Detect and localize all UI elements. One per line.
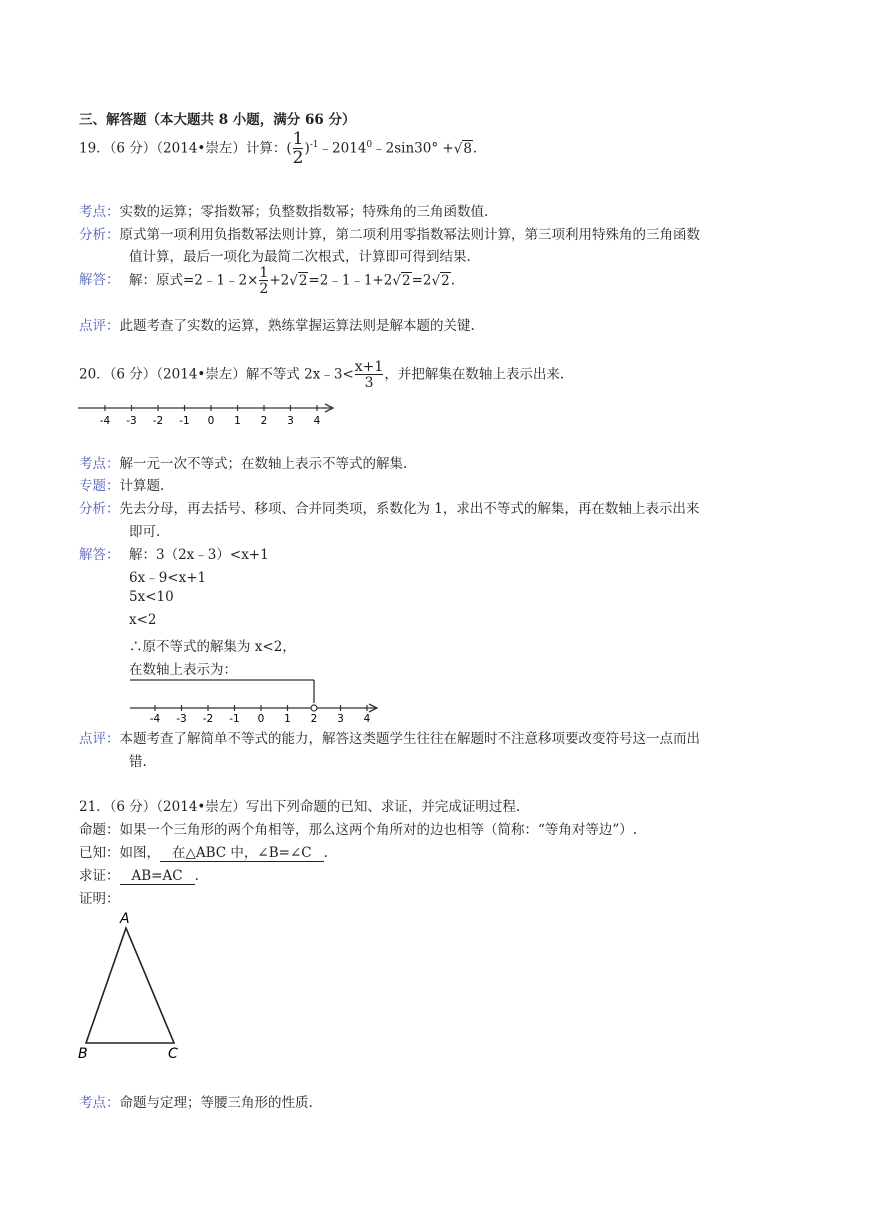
q20-fraction: $\frac{x+1}{3}$: [354, 359, 384, 391]
open-circle-icon: [311, 705, 317, 711]
q19-fraction: $\frac{1}{2}$: [292, 129, 304, 168]
triangle-abc: [86, 928, 174, 1043]
vertex-b-label: B: [78, 1046, 88, 1062]
solution-tick-label: -4: [149, 713, 161, 725]
number-line-tick-label: -1: [179, 415, 190, 427]
q19-exponent-neg1: -1: [309, 140, 319, 150]
solution-tick-label: -3: [176, 713, 187, 725]
label-kaodian: 考点：: [79, 456, 120, 472]
number-line-tick-label: 1: [234, 415, 241, 427]
q19-jieda-fraction: $\frac{1}{2}$: [259, 265, 269, 297]
solution-tick-label: 2: [310, 713, 318, 725]
q20-step-5: ∴原不等式的解集为 x<2，: [129, 639, 296, 655]
sqrt-icon: √2: [431, 272, 450, 289]
label-zhuanti: 专题：: [79, 478, 120, 494]
label-fenxi: 分析：: [79, 501, 120, 517]
q20-fenxi-line2: 即可.: [129, 524, 161, 540]
solution-tick-label: 4: [363, 713, 371, 725]
q21-yizhi-answer: 在△ABC 中，∠B=∠C: [160, 841, 324, 862]
q21-qiuzheng-answer: AB=AC: [120, 868, 195, 885]
q19-fenxi-line2: 值计算，最后一项化为最简二次根式，计算即可得到结果.: [129, 249, 471, 265]
q20-step-6: 在数轴上表示为：: [129, 662, 237, 678]
label-dianping: 点评：: [79, 731, 120, 747]
q20-step-4: x<2: [129, 612, 157, 628]
sqrt-icon: √8: [453, 140, 472, 157]
solution-tick-label: 3: [337, 713, 344, 725]
sqrt-icon: √2: [392, 272, 411, 289]
sqrt-icon: √2: [289, 272, 308, 289]
vertex-c-label: C: [168, 1046, 178, 1062]
number-line-tick-label: 0: [207, 415, 215, 427]
solution-tick-label: 1: [284, 713, 291, 725]
number-line-tick-label: 4: [313, 415, 321, 427]
q20-kaodian: 考点：解一元一次不等式；在数轴上表示不等式的解集.: [79, 456, 408, 472]
q21-statement: 21．（6 分）（2014•崇左）写出下列命题的已知、求证，并完成证明过程.: [79, 799, 521, 815]
q20-statement: 20．（6 分）（2014•崇左）解不等式 2x﹣3< $\frac{x+1}{3}$ ，并把解集在数轴上表示出来.: [79, 359, 565, 391]
q20-step-2: 6x﹣9<x+1: [129, 570, 207, 586]
q19-fenxi: 分析：原式第一项利用负指数幂法则计算，第二项利用零指数幂法则计算，第三项利用特殊角的三角函数: [79, 227, 700, 243]
q20-dianping: 点评：本题考查了解简单不等式的能力，解答这类题学生往往在解题时不注意移项要改变符号这一点而出: [79, 731, 700, 747]
number-line-solution: [126, 674, 386, 726]
solution-tick-label: 0: [257, 713, 265, 725]
q21-yizhi: 已知：如图， 在△ABC 中，∠B=∠C .: [79, 841, 328, 862]
q21-kaodian: 考点：命题与定理；等腰三角形的性质.: [79, 1095, 313, 1111]
solution-tick-label: -1: [229, 713, 240, 725]
label-dianping: 点评：: [79, 318, 120, 334]
section-title: 三、解答题（本大题共 8 小题，满分 66 分）: [79, 112, 356, 128]
q19-mid: ﹣2014: [318, 140, 367, 157]
label-kaodian: 考点：: [79, 1095, 120, 1111]
q21-qiuzheng: 求证： AB=AC .: [79, 868, 199, 884]
q19-exponent-0: 0: [366, 140, 373, 150]
label-fenxi: 分析：: [79, 227, 120, 243]
q19-dianping: 点评：此题考查了实数的运算，熟练掌握运算法则是解本题的关键.: [79, 318, 475, 334]
vertex-a-label: A: [120, 911, 130, 927]
number-line-tick-label: -3: [126, 415, 137, 427]
label-kaodian: 考点：: [79, 204, 120, 220]
q19-jieda: 解：原式=2﹣1﹣2× $\frac{1}{2}$ +2√2=2﹣1﹣1+2√2=2√2.: [129, 265, 456, 297]
label-jieda: 解答：: [79, 547, 120, 563]
number-line-tick-label: 3: [287, 415, 294, 427]
number-line-question: [76, 400, 341, 432]
q20-fenxi: 分析：先去分母，再去括号、移项、合并同类项，系数化为 1，求出不等式的解集，再在数轴上表示出来: [79, 501, 700, 517]
q19-tail: ﹣2sin30°: [372, 140, 439, 157]
q19-statement: 19．（6 分）（2014•崇左）计算：( $\frac{1}{2}$ )$^{-1}$﹣2014$^0$﹣2sin30° +√8.: [79, 129, 478, 168]
triangle-diagram: [74, 910, 194, 1062]
number-line-tick-label: 2: [260, 415, 268, 427]
number-line-tick-label: -4: [99, 415, 111, 427]
q20-dianping-line2: 错.: [129, 754, 147, 770]
q19-kaodian: 考点：实数的运算；零指数幂；负整数指数幂；特殊角的三角函数值.: [79, 204, 489, 220]
number-line-tick-label: -2: [152, 415, 164, 427]
q21-mingti: 命题：如果一个三角形的两个角相等，那么这两个角所对的边也相等（简称：“等角对等边”）.: [79, 822, 638, 838]
q21-zhengming: 证明：: [79, 891, 120, 907]
q20-zhuanti: 专题：计算题.: [79, 478, 165, 494]
label-jieda: 解答：: [79, 272, 120, 288]
q20-step-3: 5x<10: [129, 589, 174, 605]
solution-tick-label: -2: [202, 713, 214, 725]
q19-head: 19．（6 分）（2014•崇左）计算：(: [79, 140, 292, 157]
q20-step-1: 解：3（2x﹣3）<x+1: [129, 547, 269, 563]
